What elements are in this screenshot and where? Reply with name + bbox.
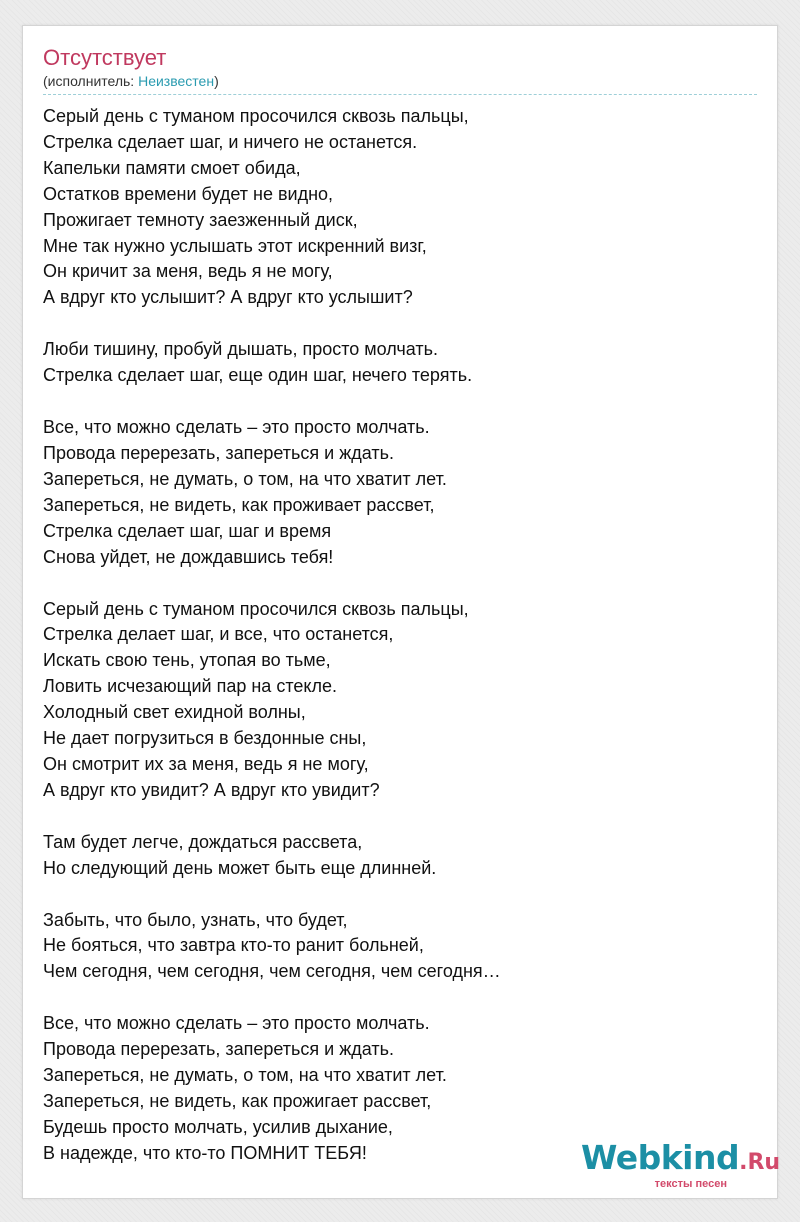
lyrics-stanza xyxy=(43,337,757,389)
song-header xyxy=(43,44,757,95)
lyrics-line: Чем сегодня, чем сегодня, чем сегодня, чем сегодня… xyxy=(43,961,501,982)
lyrics-line: Капельки памяти смоет обида, xyxy=(43,157,301,178)
lyrics-line: Стрелка делает шаг, и все, что останется, xyxy=(43,624,394,645)
lyrics-line: Забыть, что было, узнать, что будет, xyxy=(43,909,348,930)
webkind-logo[interactable] xyxy=(581,1138,781,1192)
lyrics-stanza xyxy=(43,104,757,311)
lyrics-line: Серый день с туманом просочился сквозь пальцы, xyxy=(43,106,469,126)
lyrics-line: Холодный свет ехидной волны, xyxy=(43,702,306,723)
lyrics-stanza xyxy=(43,908,757,986)
lyrics-line: Стрелка сделает шаг, и ничего не останется. xyxy=(43,131,418,152)
artist-prefix: (исполнитель: xyxy=(43,73,139,89)
lyrics-line: Все, что можно сделать – это просто молчать. xyxy=(43,417,430,438)
artist-line xyxy=(43,72,757,90)
lyrics-line: В надежде, что кто-то ПОМНИТ ТЕБЯ! xyxy=(43,1142,367,1163)
lyrics-line: Провода перерезать, запереться и ждать. xyxy=(43,442,394,463)
lyrics-line: Прожигает темноту заезженный диск, xyxy=(43,209,358,230)
lyrics-line: Не бояться, что завтра кто-то ранит больней, xyxy=(43,935,424,956)
lyrics-line: Серый день с туманом просочился сквозь пальцы, xyxy=(43,598,469,619)
lyrics-line: Запереться, не видеть, как прожигает рассвет, xyxy=(43,1091,432,1111)
lyrics-line: Будешь просто молчать, усилив дыхание, xyxy=(43,1116,393,1137)
lyrics-line: Остатков времени будет не видно, xyxy=(43,183,334,204)
lyrics-line: Запереться, не думать, о том, на что хватит лет. xyxy=(43,468,447,489)
lyrics-line: Он смотрит их за меня, ведь я не могу, xyxy=(43,753,369,774)
lyrics-line: Стрелка сделает шаг, еще один шаг, нечего терять. xyxy=(43,365,473,386)
logo-suffix: .Ru xyxy=(739,1150,781,1175)
lyrics-line: А вдруг кто увидит? А вдруг кто увидит? xyxy=(43,779,380,800)
lyrics-line: Но следующий день может быть еще длинней. xyxy=(43,857,437,878)
lyrics-line: Стрелка сделает шаг, шаг и время xyxy=(43,520,332,541)
lyrics-card xyxy=(22,25,781,1199)
lyrics-stanza xyxy=(43,415,757,570)
lyrics-stanza xyxy=(43,830,757,882)
lyrics-text xyxy=(43,104,757,1167)
lyrics-stanza xyxy=(43,597,757,804)
lyrics-line: Запереться, не видеть, как проживает рассвет, xyxy=(43,494,435,515)
lyrics-line: Там будет легче, дождаться рассвета, xyxy=(43,831,363,852)
lyrics-line: Искать свою тень, утопая во тьме, xyxy=(43,650,331,671)
song-title: Отсутствует xyxy=(43,45,167,70)
lyrics-line: Не дает погрузиться в бездонные сны, xyxy=(43,728,367,749)
logo-main-text: Webkind xyxy=(581,1138,740,1177)
lyrics-line: А вдруг кто услышит? А вдруг кто услышит? xyxy=(43,287,413,308)
lyrics-line: Снова уйдет, не дождавшись тебя! xyxy=(43,546,334,567)
lyrics-line: Мне так нужно услышать этот искренний визг, xyxy=(43,235,427,256)
lyrics-line: Он кричит за меня, ведь я не могу, xyxy=(43,261,333,282)
artist-suffix: ) xyxy=(214,73,219,89)
lyrics-line: Ловить исчезающий пар на стекле. xyxy=(43,676,337,697)
lyrics-line: Провода перерезать, запереться и ждать. xyxy=(43,1039,394,1060)
logo-tagline: тексты песен xyxy=(654,1178,727,1190)
artist-link[interactable]: Неизвестен xyxy=(138,73,215,89)
logo-wordmark xyxy=(581,1138,781,1181)
lyrics-line: Люби тишину, пробуй дышать, просто молчать. xyxy=(43,339,439,360)
lyrics-line: Все, что можно сделать – это просто молчать. xyxy=(43,1013,430,1034)
lyrics-line: Запереться, не думать, о том, на что хватит лет. xyxy=(43,1065,447,1086)
